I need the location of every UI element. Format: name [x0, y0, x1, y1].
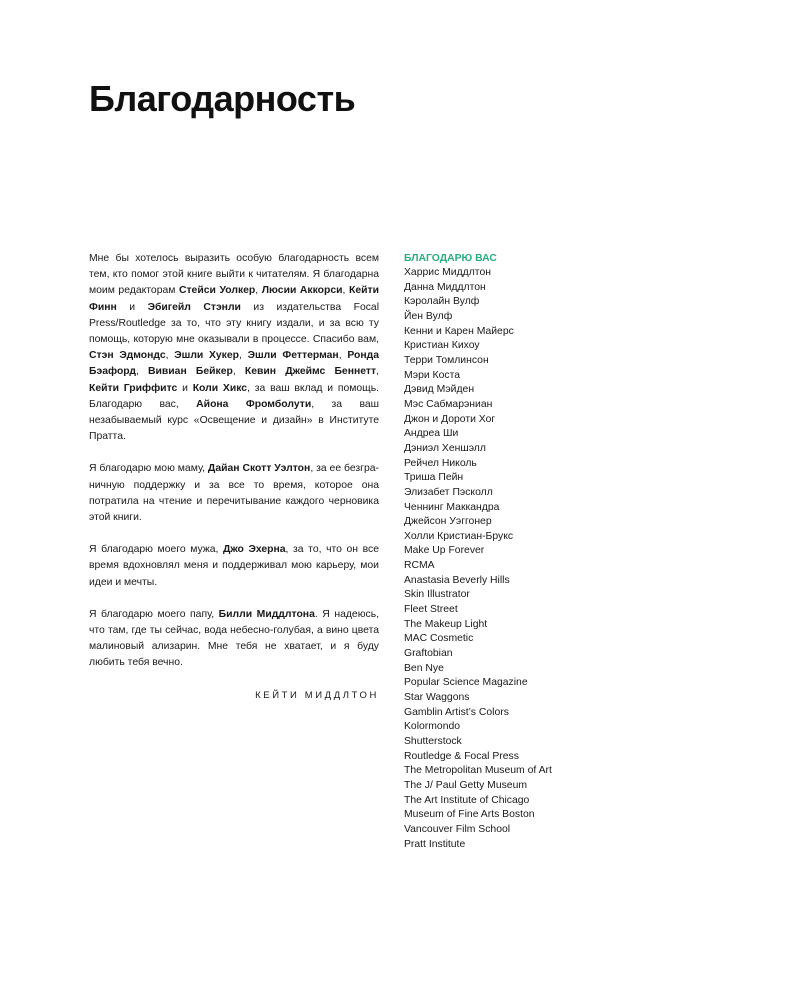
thanks-list-item: Кенни и Карен Майерс — [404, 325, 514, 337]
text-run: . Я надеюсь, что там, где ты сейчас, вода небесно-голубая, а вино цвета малиновый ализарин. Мне тебя не хватает, и я буду любить тебя вечно. — [89, 608, 379, 669]
thanks-list-item: Vancouver Film School — [404, 823, 511, 835]
person-name: Люсии Аккорси — [261, 285, 343, 297]
text-run: , — [135, 366, 149, 378]
person-name: Дайан Скотт Уэлтон — [207, 463, 311, 475]
text-run: Я благодарю моего мужа, — [89, 544, 223, 556]
person-name: Стэн Эдмондс — [89, 350, 166, 362]
thanks-list-item: Джейсон Уэггонер — [404, 516, 492, 528]
thanks-list-item: Popular Science Magazine — [404, 677, 528, 689]
text-run: , за ваш вклад и помощь. Благодарю вас, — [89, 382, 380, 410]
thanks-list-item: Данна Миддлтон — [404, 281, 486, 293]
thanks-list-item: Триша Пейн — [404, 472, 464, 484]
thanks-list-item: Fleet Street — [404, 604, 458, 616]
person-name: Кевин Джеймс Беннетт — [244, 366, 377, 378]
person-name: Коли Хикс — [192, 382, 248, 394]
text-run: , — [255, 285, 262, 297]
paragraph — [89, 461, 379, 526]
person-name: Вивиан Бейкер — [148, 366, 233, 378]
thanks-list-item: RCMA — [404, 560, 435, 572]
text-run: Я благодарю моего папу, — [89, 608, 219, 620]
acknowledgment-text — [89, 251, 379, 704]
paragraph — [89, 251, 379, 445]
thanks-list-item: Дэвид Мэйден — [404, 384, 475, 396]
thanks-list-item: Харрис Миддлтон — [404, 267, 491, 278]
person-name: Джо Эхерна — [222, 544, 286, 556]
thanks-list-item: The Makeup Light — [404, 618, 488, 630]
thanks-list-item: Мэс Сабмарэниан — [404, 398, 493, 410]
thanks-list-item: Anastasia Beverly Hills — [404, 574, 510, 586]
text-run: , — [238, 350, 248, 362]
thanks-sidebar — [404, 251, 654, 852]
thanks-list-item: The Metropolitan Museum of Art — [404, 765, 552, 777]
person-name: Билли Миддлтона — [218, 608, 315, 620]
thanks-list-item: Терри Томлинсон — [404, 354, 489, 366]
thanks-list-item: Джон и Дороти Хог — [404, 413, 496, 425]
thanks-list-item: Graftobian — [404, 648, 453, 660]
text-run: , — [342, 285, 350, 297]
thanks-list-item: Make Up Forever — [404, 545, 485, 557]
text-run: из издательства Focal Press/Routledge за то, что эту книгу издали, и за всю ту помощь, которую мне оказывали в процессе. Спасибо вам, — [89, 301, 380, 346]
thanks-list-item: Star Waggons — [404, 692, 470, 704]
thanks-list-item: Shutterstock — [404, 736, 462, 747]
text-run: , за то, что он все время вдохновлял меня и поддерживал мою карьеру, мои идеи и мечты. — [89, 544, 380, 588]
thanks-list-item: Skin Illustrator — [404, 589, 470, 601]
thanks-list-item: Рейчел Николь — [404, 457, 477, 469]
thanks-list-item: Ben Nye — [404, 662, 444, 674]
thanks-list-item: Андреа Ши — [404, 428, 459, 440]
text-run: и — [177, 382, 193, 394]
text-run: , за ваш незабываемый курс «Освещение и дизайн» в Институте Пратта. — [89, 398, 379, 443]
thanks-heading: БЛАГОДАРЮ ВАС — [404, 253, 497, 264]
thanks-list-item: Kolormondo — [404, 721, 461, 733]
thanks-list-item: Элизабет Пэсколл — [404, 486, 493, 498]
thanks-list-item: Pratt Institute — [404, 838, 466, 850]
thanks-list-item: Museum of Fine Arts Boston — [404, 809, 535, 821]
thanks-list-item: Ченнинг Маккандра — [404, 501, 500, 513]
text-run: , — [232, 366, 245, 378]
text-run: , — [165, 350, 175, 362]
paragraph — [89, 542, 379, 591]
thanks-list-item: Gamblin Artist’s Colors — [404, 706, 509, 718]
person-name: Эшли Хукер — [174, 350, 239, 362]
person-name: Эшли Феттерман — [247, 350, 339, 362]
thanks-list-item: Йен Вулф — [404, 310, 453, 322]
person-name: Айона Фромболути — [196, 398, 312, 410]
person-name: Эбигейл Стэнли — [147, 301, 241, 313]
thanks-list-item: Холли Кристиан-Брукс — [404, 530, 514, 542]
person-name: Ронда Бэафорд — [89, 350, 379, 378]
text-run: , за ее безграничную поддержку и за все то время, которое она потратила на чтение и перечитывание каждого черновика этой книги. — [89, 463, 379, 524]
person-name: Стейси Уолкер — [178, 285, 256, 297]
text-run: и — [116, 301, 148, 313]
text-run: , — [338, 350, 348, 362]
text-run: Мне бы хотелось выразить особую благодарность всем тем, кто помог этой книге выйти к читателям. Я благодарна моим редакторам — [89, 253, 379, 297]
author-signature: КЕЙТИ МИДДЛТОН — [255, 689, 379, 701]
thanks-list-item: Кристиан Кихоу — [404, 340, 480, 352]
person-name: Кейти Финн — [89, 285, 380, 313]
text-run: , — [376, 366, 379, 378]
thanks-list-item: The J/ Paul Getty Museum — [404, 779, 528, 791]
thanks-list-item: Routledge & Focal Press — [404, 750, 519, 762]
thanks-list — [404, 266, 654, 852]
page-title: Благодарность — [89, 78, 356, 119]
thanks-list-item: Мэри Коста — [404, 369, 460, 381]
thanks-list-item: MAC Cosmetic — [404, 633, 474, 645]
thanks-list-item: The Art Institute of Chicago — [404, 794, 530, 806]
text-run: Я благодарю мою маму, — [89, 463, 208, 475]
thanks-list-item: Дэниэл Хеншэлл — [404, 442, 486, 454]
thanks-list-item: Кэролайн Вулф — [404, 296, 480, 308]
person-name: Кейти Гриффитс — [89, 382, 178, 394]
paragraph — [89, 607, 379, 672]
